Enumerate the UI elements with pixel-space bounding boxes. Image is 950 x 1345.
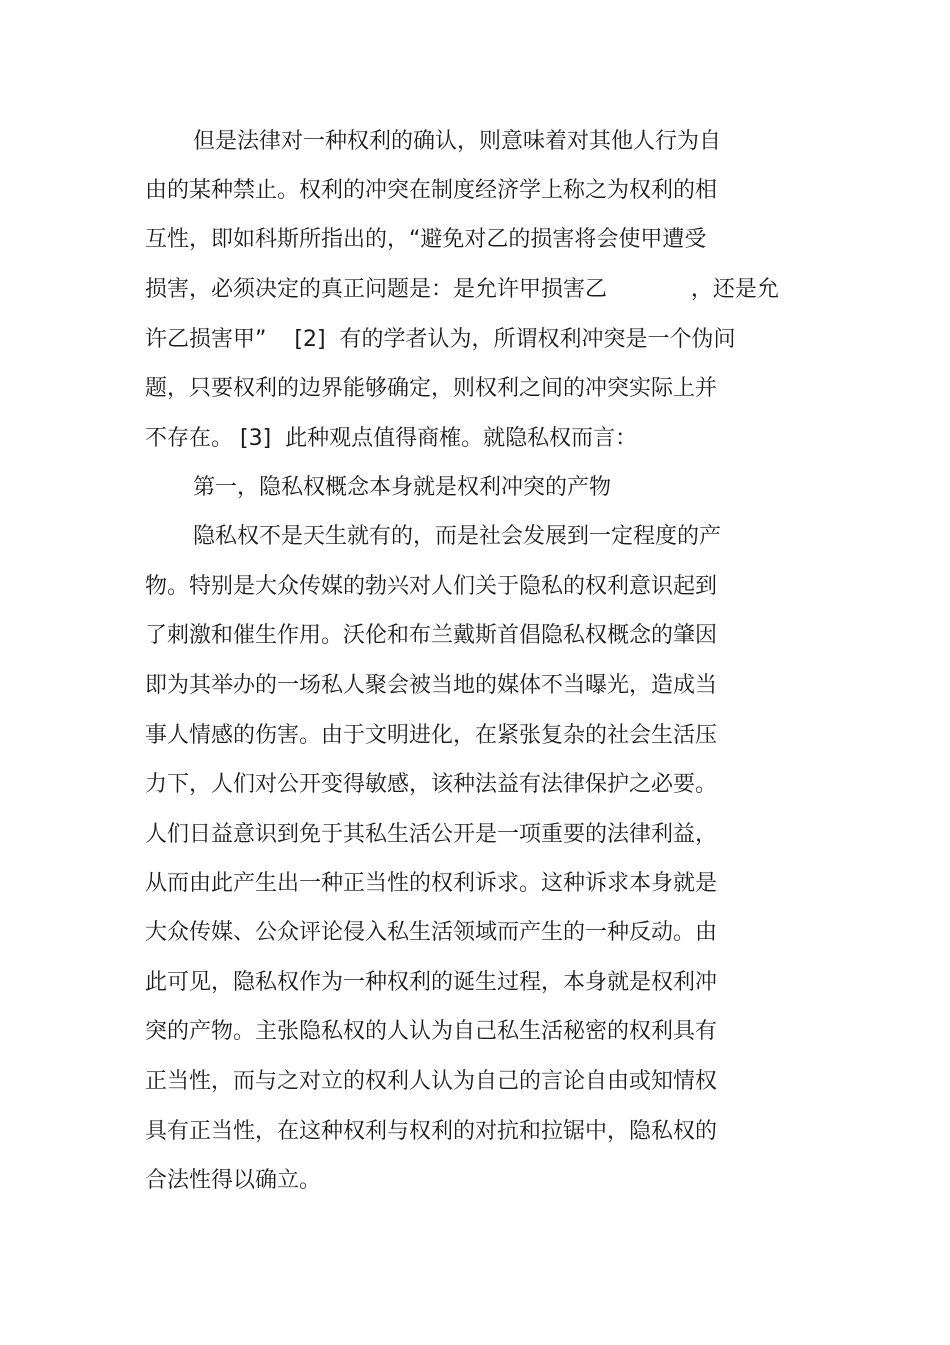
text-line: 大众传媒、公众评论侵入私生活领域而产生的一种反动。由 bbox=[145, 920, 718, 945]
text-line: 力下，人们对公开变得敏感，该种法益有法律保护之必要。 bbox=[145, 772, 718, 797]
text-line: 许乙损害甲” [2] 有的学者认为，所谓权利冲突是一个伪问 bbox=[145, 327, 736, 352]
text-line: 了刺激和催生作用。沃伦和布兰戴斯首倡隐私权概念的肇因 bbox=[145, 623, 718, 648]
text-line: 具有正当性，在这种权利与权利的对抗和拉锯中，隐私权的 bbox=[145, 1119, 718, 1144]
text-line: 但是法律对一种权利的确认，则意味着对其他人行为自 bbox=[193, 129, 722, 154]
text-line: 突的产物。主张隐私权的人认为自己私生活秘密的权利具有 bbox=[145, 1019, 718, 1044]
text-line: 人们日益意识到免于其私生活公开是一项重要的法律利益， bbox=[145, 822, 718, 847]
text-line: 即为其举办的一场私人聚会被当地的媒体不当曝光，造成当 bbox=[145, 673, 718, 698]
text-line: 题，只要权利的边界能够确定，则权利之间的冲突实际上并 bbox=[145, 376, 718, 401]
text-line: 正当性，而与之对立的权利人认为自己的言论自由或知情权 bbox=[145, 1069, 718, 1094]
text-line: 隐私权不是天生就有的，而是社会发展到一定程度的产 bbox=[193, 524, 722, 549]
text-line: 从而由此产生出一种正当性的权利诉求。这种诉求本身就是 bbox=[145, 871, 718, 896]
text-line: 由的某种禁止。权利的冲突在制度经济学上称之为权利的相 bbox=[145, 178, 718, 203]
text-line: 合法性得以确立。 bbox=[145, 1168, 322, 1193]
text-line: 不存在。 [3] 此种观点值得商榷。就隐私权而言： bbox=[145, 426, 638, 451]
text-line: 损害，必须决定的真正问题是：是允许甲损害乙 ，还是允 bbox=[145, 277, 779, 302]
text-line: 事人情感的伤害。由于文明进化，在紧张复杂的社会生活压 bbox=[145, 723, 718, 748]
text-line: 物。特别是大众传媒的勃兴对人们关于隐私的权利意识起到 bbox=[145, 574, 718, 599]
text-line: 此可见，隐私权作为一种权利的诞生过程，本身就是权利冲 bbox=[145, 970, 718, 995]
section-heading: 第一，隐私权概念本身就是权利冲突的产物 bbox=[193, 475, 612, 500]
text-line: 互性，即如科斯所指出的，“避免对乙的损害将会使甲遭受 bbox=[145, 227, 707, 252]
